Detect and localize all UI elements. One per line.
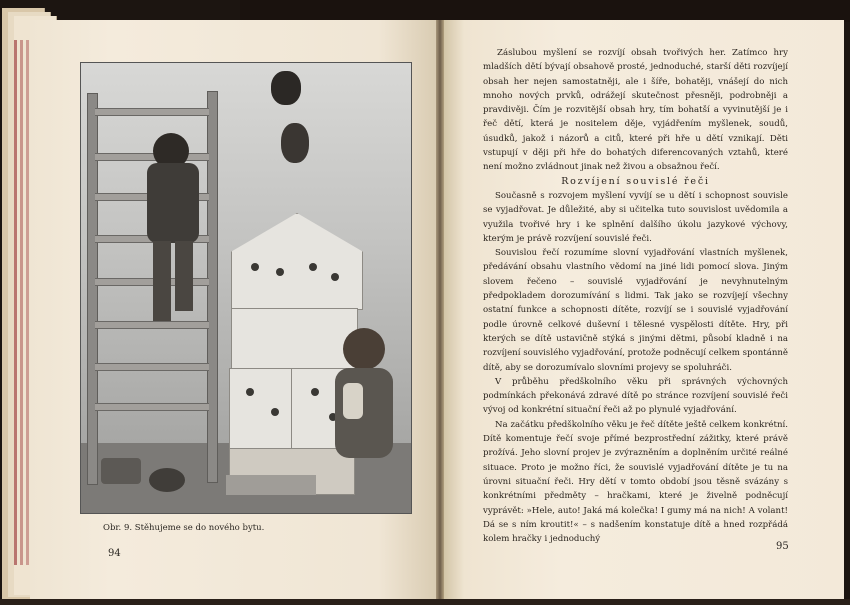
ladder-rung <box>95 403 209 411</box>
girl-head <box>343 328 385 370</box>
tower-roof <box>231 213 363 310</box>
teddy-bear <box>281 123 309 163</box>
page-number-left: 94 <box>108 548 121 559</box>
toy-truck <box>101 458 141 484</box>
ladder-rung <box>95 153 209 161</box>
page-number-right: 95 <box>776 541 789 552</box>
book-gutter <box>436 20 444 600</box>
toy-blocks <box>226 475 316 495</box>
bottom-shadow <box>0 599 850 605</box>
ladder-rail <box>207 91 218 483</box>
doll <box>343 383 363 419</box>
section-heading: Rozvíjení souvislé řeči <box>561 175 710 187</box>
ladder-rung <box>95 363 209 371</box>
boy-leg <box>153 241 171 321</box>
binding-thread <box>26 40 29 565</box>
boy-body <box>147 163 199 243</box>
figure-caption: Obr. 9. Stěhujeme se do nového bytu. <box>103 523 265 533</box>
ladder-rung <box>95 108 209 116</box>
text-column <box>483 46 788 546</box>
ladder-rail <box>87 93 98 485</box>
boy-leg <box>175 241 193 311</box>
paragraph: V průběhu předškolního věku při správných výchovných podmínkách překonává zdravé dítě po stránce rozvíjení souvislé řeči vývoj od konkrétní situační řeči až po plynulé vyjadřování. <box>483 376 788 416</box>
binding-thread <box>20 40 23 565</box>
binding-thread <box>14 40 17 565</box>
block <box>229 368 293 450</box>
ladder-rung <box>95 321 209 329</box>
paragraph: Současně s rozvojem myšlení vyvíjí se u dětí i schopnost souvisle se vyjadřovat. Je důležité, aby si učitelka tuto souvislost uvědomila a využila tvořivé hry i ke splnění dalšího úkolu jazykové výchovy, kterým je právě rozvíjení souvislé řeči. <box>483 190 788 244</box>
photograph <box>80 62 412 514</box>
background-shadow <box>240 0 850 22</box>
teddy-bear <box>271 71 301 105</box>
paragraph: Záslubou myšlení se rozvíjí obsah tvořivých her. Zatímco hry mladších dětí bývají obsahově prosté, jednoduché, starší děti rozvíjejí obsah her nejen samostatněji, ale i šíře, bohatěji, vnášejí do nich mnoho nových prvků, odrážejí skutečnost přesněji, podrobněji a pravdivěji. Čím je rozvitější obsah hry, tím bohatší a vyvinutější je i řeč dětí, která je nositelem děje, vyjádřením myšlenek, soudů, úsudků, jakož i názorů a citů, které při hře u dětí vznikají. Děti vstupují v ději při hře do bohatých diferencovaných vztahů, které není možno zvládnout jinak než živou a obsažnou řečí. <box>483 48 788 173</box>
paragraph: Souvislou řečí rozumíme slovní vyjadřování vlastních myšlenek, předávání obsahu vlastního vědomí na jiné lidi pomocí slova. Jiným slovem řečeno – souvislé vyjadřování je nevyhnutelným předpokladem dorozumívání s lidmi. Tak jako se rozvíjejí všechny ostatní funkce a schopnosti dítěte, rozvíjí se i souvislé vyjadřování podle úrovně celkové duševní i tělesné vyspělosti dítěte. Hry, při kterých se dítě ustavičně stýká s jinými dětmi, působí kladně i na rozvíjení souvislého vyjadřování, protože podněcují celkem spontánně dítě, aby se dorozumívalo slovními projevy se spoluhráči. <box>483 248 788 373</box>
block <box>231 308 358 370</box>
toy <box>149 468 185 492</box>
paragraph: Na začátku předškolního věku je řeč dítěte ještě celkem konkrétní. Dítě komentuje řečí svoje přímé bezprostřední zážitky, které právě prožívá. Jeho slovní projev je zvýrazněním a doplněním určité reálné situace. Proto je možno říci, že souvislé vyjadřování dítěte je tu na úrovni situační řeči. Hry dětí v tomto období jsou těsně svázány s konkrétními předměty – hračkami, které je živelně podněcují vyprávět: »Hele, auto! Jaká má kolečka! I gumy má na nich! A volant! Dá se s ním kroutit!« – s nadšením konstatuje dítě a hned rozpřádá kolem hračky i jednoduchý <box>483 419 788 545</box>
